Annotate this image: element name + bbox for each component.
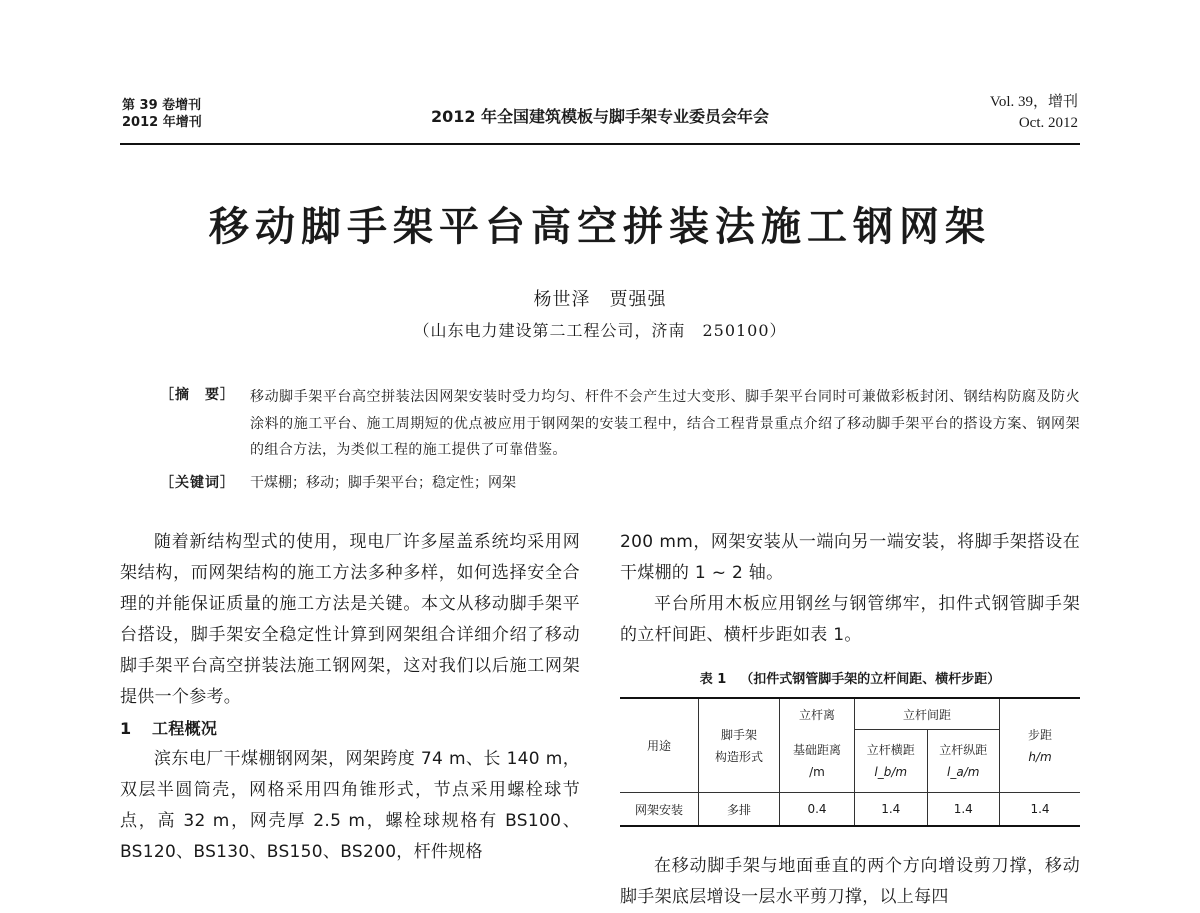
cell-form: 多排 <box>699 793 780 827</box>
section-heading <box>120 713 580 744</box>
body-right-column-lower <box>620 851 1080 913</box>
running-header-title: 2012 年全国建筑模板与脚手架专业委员会年会 <box>430 107 770 126</box>
scaffold-spacing-table <box>620 697 1080 827</box>
volume-label: 第 39 卷增刊 <box>122 98 202 113</box>
article-authors: 杨世泽 贾强强 <box>533 289 667 310</box>
header-step: 步距 h/m <box>1000 698 1081 793</box>
section-paragraph: 滨东电厂干煤棚钢网架，网架跨度 74 m、长 140 m，双层半圆筒壳，网格采用四角锥形式，节点采用螺栓球节点，高 32 m，网壳厚 2.5 m，螺栓球规格有 BS100、BS120、BS130、BS150、BS200，杆件规格 <box>120 749 580 862</box>
keywords-label: ［关键词］ <box>160 475 235 491</box>
intro-paragraph: 随着新结构型式的使用，现电厂许多屋盖系统均采用网架结构，而网架结构的施工方法多种多样，如何选择安全合理的并能保证质量的施工方法是关键。本文从移动脚手架平台搭设，脚手架安全稳定性计算到网架组合详细介绍了移动脚手架平台高空拼装法施工钢网架，这对我们以后施工网架提供一个参考。 <box>120 532 580 707</box>
table-caption <box>620 668 1080 687</box>
year-label: 2012 年增刊 <box>122 115 202 130</box>
cell-use: 网架安装 <box>620 793 699 827</box>
table-header-row <box>620 698 1080 730</box>
date-label-en: Oct. 2012 <box>1018 115 1078 131</box>
cell-step: 1.4 <box>1000 793 1081 827</box>
table-number: 表 1 <box>699 672 727 687</box>
header-form: 脚手架 构造形式 <box>699 698 780 793</box>
header-distance: 立杆离 <box>780 698 855 730</box>
cell-longitudinal: 1.4 <box>927 793 1000 827</box>
body-left-column <box>120 527 580 868</box>
section-title: 工程概况 <box>152 719 218 738</box>
article-affiliation: （山东电力建设第二工程公司，济南 250100） <box>413 321 787 340</box>
table-title: （扣件式钢管脚手架的立杆间距、横杆步距） <box>740 672 1001 687</box>
header-longitudinal: 立杆纵距 l_a/m <box>927 730 1000 793</box>
header-use: 用途 <box>620 698 699 793</box>
right-paragraph-3: 在移动脚手架与地面垂直的两个方向增设剪刀撑，移动脚手架底层增设一层水平剪刀撑，以上每四 <box>620 856 1080 907</box>
header-transverse: 立杆横距 l_b/m <box>855 730 928 793</box>
keywords-text: 干煤棚；移动；脚手架平台；稳定性；网架 <box>250 475 516 491</box>
section-number: 1 <box>120 719 132 738</box>
abstract-text: 移动脚手架平台高空拼装法因网架安装时受力均匀、杆件不会产生过大变形、脚手架平台同时可兼做彩板封闭、钢结构防腐及防火涂料的施工平台、施工周期短的优点被应用于钢网架的安装工程中，结合工程背景重点介绍了移动脚手架平台的搭设方案、钢网架的组合方法，为类似工程的施工提供了可靠借鉴。 <box>250 389 1080 458</box>
article-title: 移动脚手架平台高空拼装法施工钢网架 <box>209 203 991 250</box>
body-right-column <box>620 527 1080 651</box>
running-header-right <box>990 92 1078 134</box>
header-distance-cont: 基础距离 /m <box>780 730 855 793</box>
right-paragraph-1: 200 mm，网架安装从一端向另一端安装，将脚手架搭设在干煤棚的 1 ~ 2 轴。 <box>620 532 1080 583</box>
abstract-label: ［摘 要］ <box>160 387 235 403</box>
right-paragraph-2: 平台所用木板应用钢丝与钢管绑牢，扣件式钢管脚手架的立杆间距、横杆步距如表 1。 <box>620 594 1080 645</box>
cell-distance: 0.4 <box>780 793 855 827</box>
running-header-left <box>122 97 202 131</box>
header-spacing-group: 立杆间距 <box>855 698 1000 730</box>
table-row <box>620 793 1080 827</box>
header-rule <box>120 143 1080 145</box>
volume-label-en: Vol. 39，增刊 <box>989 94 1078 110</box>
cell-transverse: 1.4 <box>855 793 928 827</box>
